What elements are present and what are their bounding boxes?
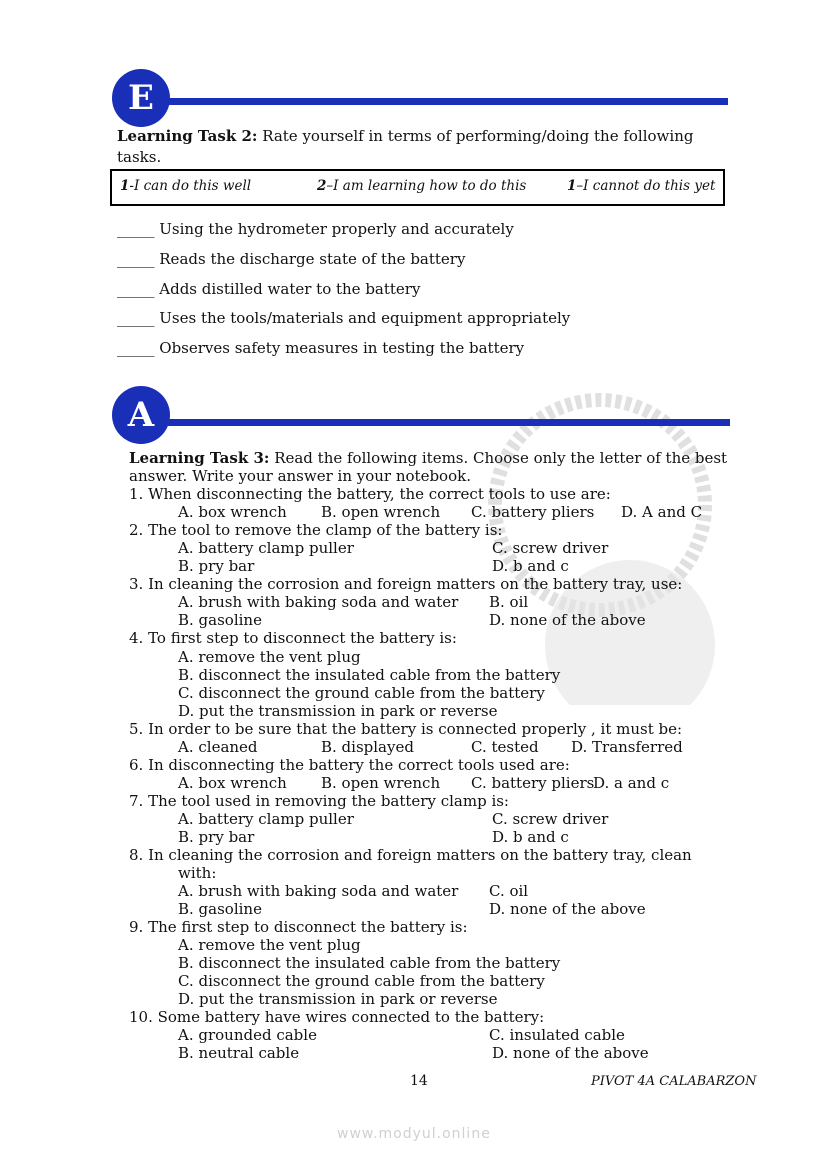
scale-item: 1–I cannot do this yet bbox=[567, 178, 716, 194]
option: C. tested bbox=[471, 738, 539, 756]
option: B. neutral cable bbox=[178, 1044, 300, 1062]
option: B. open wrench bbox=[321, 503, 441, 521]
option: C. battery pliers bbox=[471, 503, 595, 521]
option: A. brush with baking soda and water bbox=[178, 882, 459, 900]
self-rating-item: _____ Reads the discharge state of the battery bbox=[117, 250, 466, 268]
option: A. cleaned bbox=[178, 738, 258, 756]
question: 5. In order to be sure that the battery is connected properly , it must be: bbox=[129, 720, 683, 738]
option: A. grounded cable bbox=[178, 1026, 317, 1044]
question-continuation: with: bbox=[178, 864, 217, 882]
self-rating-item: _____ Uses the tools/materials and equipment appropriately bbox=[117, 309, 571, 327]
option: D. A and C bbox=[621, 503, 703, 521]
rating-scale-box bbox=[110, 169, 725, 206]
option: D. none of the above bbox=[489, 900, 646, 918]
question: 10. Some battery have wires connected to the battery: bbox=[129, 1008, 545, 1026]
option: A. box wrench bbox=[178, 774, 287, 792]
section-e-rule bbox=[168, 98, 728, 105]
question: 2. The tool to remove the clamp of the battery is: bbox=[129, 521, 503, 539]
question: 7. The tool used in removing the battery clamp is: bbox=[129, 792, 509, 810]
task3-heading: Learning Task 3: Read the following items. Choose only the letter of the best bbox=[129, 449, 728, 467]
option: C. disconnect the ground cable from the battery bbox=[178, 684, 545, 702]
option: A. brush with baking soda and water bbox=[178, 593, 459, 611]
task2-heading-line2: tasks. bbox=[117, 148, 162, 166]
page-number: 14 bbox=[410, 1073, 428, 1089]
option: C. disconnect the ground cable from the battery bbox=[178, 972, 545, 990]
option: A. remove the vent plug bbox=[178, 648, 361, 666]
self-rating-item: _____ Using the hydrometer properly and accurately bbox=[117, 220, 514, 238]
option: B. open wrench bbox=[321, 774, 441, 792]
option: B. displayed bbox=[321, 738, 414, 756]
scale-item: 1-I can do this well bbox=[120, 178, 252, 194]
self-rating-item: _____ Adds distilled water to the battery bbox=[117, 280, 421, 298]
option: B. gasoline bbox=[178, 611, 262, 629]
option: D. Transferred bbox=[571, 738, 683, 756]
option: B. pry bar bbox=[178, 557, 255, 575]
option: D. a and c bbox=[593, 774, 670, 792]
footer-label: PIVOT 4A CALABARZON bbox=[591, 1074, 757, 1089]
option: D. put the transmission in park or reverse bbox=[178, 702, 498, 720]
question: 3. In cleaning the corrosion and foreign matters on the battery tray, use: bbox=[129, 575, 683, 593]
section-a-rule bbox=[168, 419, 730, 426]
option: B. disconnect the insulated cable from the battery bbox=[178, 954, 561, 972]
question: 1. When disconnecting the battery, the correct tools to use are: bbox=[129, 485, 611, 503]
question: 6. In disconnecting the battery the correct tools used are: bbox=[129, 756, 570, 774]
option: B. gasoline bbox=[178, 900, 262, 918]
option: D. none of the above bbox=[492, 1044, 649, 1062]
question: 8. In cleaning the corrosion and foreign matters on the battery tray, clean bbox=[129, 846, 692, 864]
option: B. pry bar bbox=[178, 828, 255, 846]
option: C. screw driver bbox=[492, 810, 609, 828]
option: D. put the transmission in park or reverse bbox=[178, 990, 498, 1008]
option: A. battery clamp puller bbox=[178, 539, 354, 557]
option: C. oil bbox=[489, 882, 529, 900]
option: C. insulated cable bbox=[489, 1026, 625, 1044]
option: B. disconnect the insulated cable from the battery bbox=[178, 666, 561, 684]
option: D. none of the above bbox=[489, 611, 646, 629]
self-rating-item: _____ Observes safety measures in testing the battery bbox=[117, 339, 525, 357]
task3-heading-line2: answer. Write your answer in your notebook. bbox=[129, 467, 471, 485]
option: C. battery pliers bbox=[471, 774, 595, 792]
option: B. oil bbox=[489, 593, 529, 611]
option: D. b and c bbox=[492, 828, 569, 846]
scale-item: 2–I am learning how to do this bbox=[317, 178, 527, 194]
option: A. remove the vent plug bbox=[178, 936, 361, 954]
question: 4. To first step to disconnect the battery is: bbox=[129, 629, 457, 647]
option: C. screw driver bbox=[492, 539, 609, 557]
site-watermark: www.modyul.online bbox=[337, 1126, 491, 1142]
question: 9. The first step to disconnect the battery is: bbox=[129, 918, 468, 936]
option: D. b and c bbox=[492, 557, 569, 575]
option: A. battery clamp puller bbox=[178, 810, 354, 828]
option: A. box wrench bbox=[178, 503, 287, 521]
section-a-badge: A bbox=[112, 386, 170, 444]
section-e-badge: E bbox=[112, 69, 170, 127]
task2-heading: Learning Task 2: Rate yourself in terms of performing/doing the following bbox=[117, 127, 694, 145]
